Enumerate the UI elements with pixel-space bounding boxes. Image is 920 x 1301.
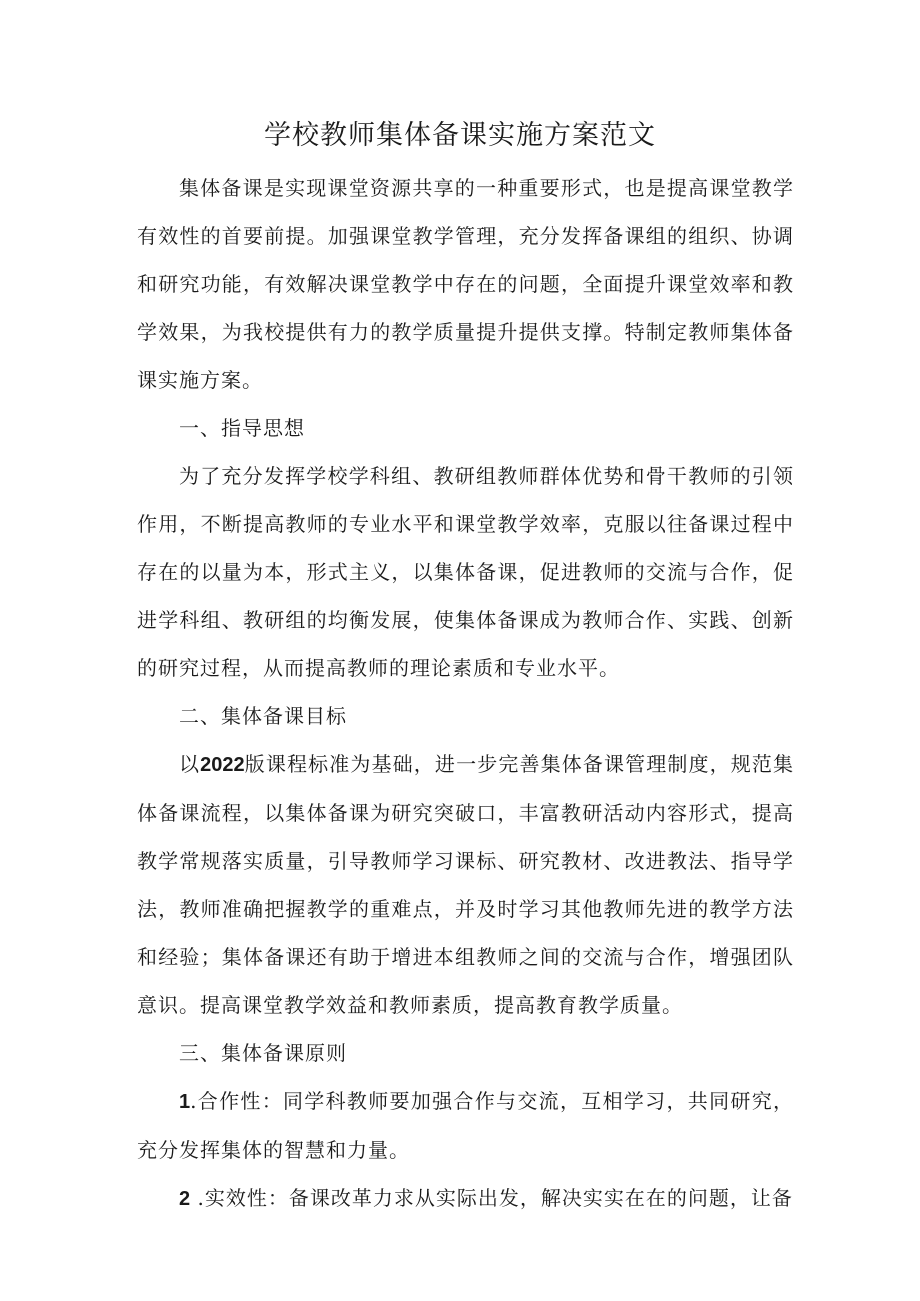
principle-item-1-number: 1 [179,1091,191,1113]
document-body [137,164,794,1223]
principle-item-2-text: .实效性：备课改革力求从实际出发，解决实实在在的问题，让备 [190,1186,793,1210]
intro-paragraph: 集体备课是实现课堂资源共享的一种重要形式，也是提高课堂教学有效性的首要前提。加强课堂教学管理，充分发挥备课组的组织、协调和研究功能，有效解决课堂教学中存在的问题，全面提升课堂效率和教学效果，为我校提供有力的教学质量提升提供支撑。特制定教师集体备课实施方案。 [137,176,794,392]
goals-text: 版课程标准为基础，进一步完善集体备课管理制度，规范集体备课流程，以集体备课为研究突破口，丰富教研活动内容形式，提高教学常规落实质量，引导教师学习课标、研究教材、改进教法、指导学法，教师准确把握教学的重难点，并及时学习其他教师先进的教学方法和经验；集体备课还有助于增进本组教师之间的交流与合作，增强团队意识。提高课堂教学效益和教师素质，提高教育教学质量。 [137,752,795,1017]
principle-item-2 [137,1174,794,1223]
document-title: 学校教师集体备课实施方案范文 [264,120,656,151]
goals-prefix: 以 [179,752,201,776]
section-heading-goals: 二、集体备课目标 [179,704,347,728]
principle-item-1-text: .合作性：同学科教师要加强合作与交流，互相学习，共同研究，充分发挥集体的智慧和力量。 [137,1089,794,1162]
section-body-guiding-ideology: 为了充分发挥学校学科组、教研组教师群体优势和骨干教师的引领作用，不断提高教师的专业水平和课堂教学效率，克服以往备课过程中存在的以量为本，形式主义，以集体备课，促进教师的交流与合作，促进学科组、教研组的均衡发展，使集体备课成为教师合作、实践、创新的研究过程，从而提高教师的理论素质和专业水平。 [137,464,794,680]
section-body-goals [137,740,794,1029]
section-heading-principles: 三、集体备课原则 [179,1041,347,1065]
goals-year: 2022 [200,754,245,776]
principle-item-2-number: 2 [179,1188,191,1210]
section-heading-guiding-ideology: 一、指导思想 [179,416,305,440]
principle-item-1 [137,1077,794,1174]
